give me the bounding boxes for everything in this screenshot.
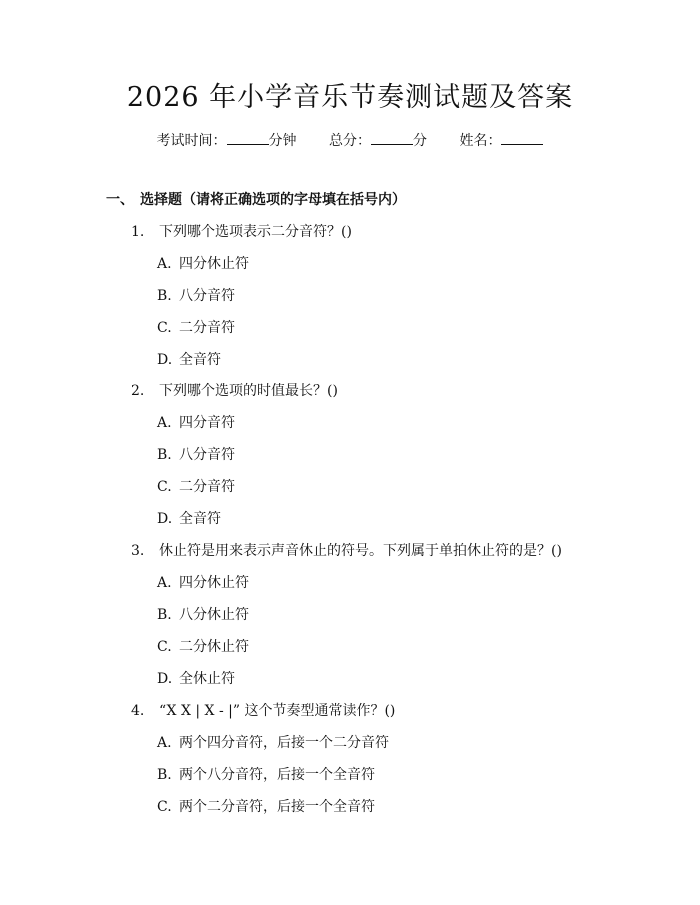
- option-text: 八分音符: [179, 288, 235, 304]
- total-score-label: 总分：: [329, 133, 371, 149]
- section-title: 选择题（请将正确选项的字母填在括号内）: [140, 192, 406, 208]
- option-letter: B.: [157, 288, 172, 304]
- q3-option-a: [157, 573, 249, 593]
- exam-time-unit: 分钟: [268, 133, 297, 149]
- q2-option-d: [157, 509, 221, 529]
- question-2: [131, 381, 338, 401]
- total-score-unit: 分: [413, 133, 427, 149]
- option-letter: C.: [157, 639, 172, 655]
- q4-option-b: [157, 765, 375, 785]
- option-letter: A.: [157, 415, 172, 431]
- q1-option-c: [157, 318, 235, 338]
- exam-time-label: 考试时间：: [156, 133, 227, 149]
- q2-option-b: [157, 445, 235, 465]
- page-title: 2026 年小学音乐节奏测试题及答案: [126, 82, 574, 113]
- option-letter: D.: [157, 511, 173, 527]
- option-text: 二分休止符: [179, 639, 249, 655]
- option-text: 两个八分音符，后接一个全音符: [179, 767, 375, 783]
- q2-option-c: [157, 477, 235, 497]
- question-text: 下列哪个选项的时值最长？(): [159, 383, 338, 399]
- q4-option-c: [157, 797, 375, 817]
- option-text: 全休止符: [179, 671, 235, 687]
- option-letter: B.: [157, 447, 172, 463]
- question-text: 休止符是用来表示声音休止的符号。下列属于单拍休止符的是？(): [159, 543, 562, 559]
- question-text: “X X | X - |” 这个节奏型通常读作？(): [159, 703, 396, 719]
- option-text: 四分音符: [179, 415, 235, 431]
- option-letter: C.: [157, 479, 172, 495]
- option-letter: D.: [157, 671, 173, 687]
- q3-option-d: [157, 669, 235, 689]
- option-letter: D.: [157, 352, 173, 368]
- question-4: [131, 701, 395, 721]
- option-text: 两个四分音符，后接一个二分音符: [179, 735, 389, 751]
- option-text: 八分音符: [179, 447, 235, 463]
- question-3: [131, 541, 562, 561]
- exam-info-line: [0, 131, 700, 151]
- option-letter: A.: [157, 256, 172, 272]
- section-heading: [106, 190, 406, 210]
- exam-time-field: [157, 131, 297, 151]
- option-text: 全音符: [179, 511, 221, 527]
- q1-option-a: [157, 254, 249, 274]
- option-letter: C.: [157, 320, 172, 336]
- question-number: 1.: [131, 224, 145, 240]
- total-score-blank: [371, 131, 413, 145]
- option-text: 八分休止符: [179, 607, 249, 623]
- q3-option-c: [157, 637, 249, 657]
- q2-option-a: [157, 413, 235, 433]
- student-name-blank: [501, 131, 543, 145]
- question-number: 4.: [131, 703, 145, 719]
- student-name-field: [459, 131, 543, 151]
- exam-time-blank: [227, 131, 269, 145]
- option-text: 两个二分音符，后接一个全音符: [179, 799, 375, 815]
- section-number: 一、: [106, 192, 134, 208]
- q1-option-b: [157, 286, 235, 306]
- question-number: 2.: [131, 383, 145, 399]
- q1-option-d: [157, 350, 221, 370]
- option-text: 四分休止符: [179, 575, 249, 591]
- option-letter: B.: [157, 607, 172, 623]
- question-1: [131, 222, 352, 242]
- option-text: 全音符: [179, 352, 221, 368]
- question-number: 3.: [131, 543, 145, 559]
- total-score-field: [329, 131, 427, 151]
- question-text: 下列哪个选项表示二分音符？(): [159, 224, 352, 240]
- option-letter: A.: [157, 575, 172, 591]
- option-text: 二分音符: [179, 479, 235, 495]
- q4-option-a: [157, 733, 389, 753]
- student-name-label: 姓名：: [459, 133, 502, 149]
- option-text: 二分音符: [179, 320, 235, 336]
- option-letter: B.: [157, 767, 172, 783]
- option-text: 四分休止符: [179, 256, 249, 272]
- option-letter: A.: [157, 735, 172, 751]
- q3-option-b: [157, 605, 249, 625]
- option-letter: C.: [157, 799, 172, 815]
